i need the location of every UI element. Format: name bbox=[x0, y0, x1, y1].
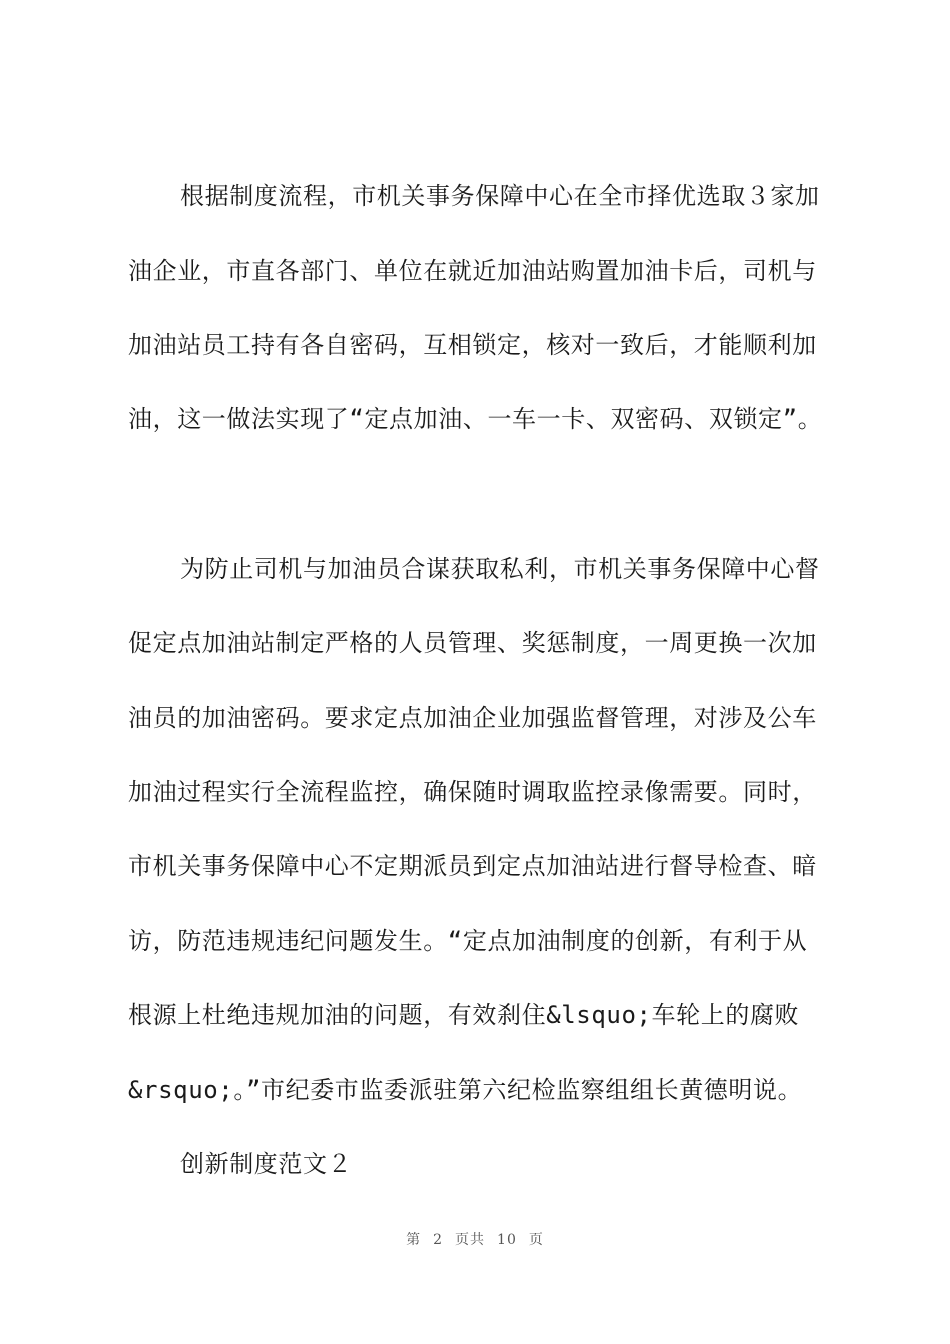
paragraph-2-line-5: 市机关事务保障中心不定期派员到定点加油站进行督导检查、暗 bbox=[128, 852, 817, 880]
footer-middle: 页共 bbox=[455, 1232, 486, 1248]
paragraph-1-line-3: 加油站员工持有各自密码，互相锁定，核对一致后，才能顺利加 bbox=[128, 331, 817, 359]
footer-suffix: 页 bbox=[528, 1232, 544, 1248]
paragraph-2-line-1: 为防止司机与加油员合谋获取私利，市机关事务保障中心督 bbox=[180, 555, 820, 583]
paragraph-2-line-8: &rsquo;。”市纪委市监委派驻第六纪检监察组组长黄德明说。 bbox=[128, 1076, 803, 1104]
footer-total-pages: 10 bbox=[497, 1232, 517, 1248]
section-heading: 创新制度范文２ bbox=[180, 1150, 353, 1178]
footer-page-number: 2 bbox=[433, 1232, 444, 1248]
paragraph-2-line-6: 访，防范违规违纪问题发生。“定点加油制度的创新，有利于从 bbox=[128, 927, 808, 955]
footer-prefix: 第 bbox=[406, 1232, 422, 1248]
paragraph-1-line-1: 根据制度流程，市机关事务保障中心在全市择优选取３家加 bbox=[180, 182, 820, 210]
paragraph-1-line-4: 油，这一做法实现了“定点加油、一车一卡、双密码、双锁定”。 bbox=[128, 405, 823, 433]
paragraph-1-line-2: 油企业，市直各部门、单位在就近加油站购置加油卡后，司机与 bbox=[128, 257, 817, 285]
page-footer bbox=[0, 1229, 950, 1249]
paragraph-2-line-3: 油员的加油密码。要求定点加油企业加强监督管理，对涉及公车 bbox=[128, 704, 817, 732]
paragraph-2-line-4: 加油过程实行全流程监控，确保随时调取监控录像需要。同时， bbox=[128, 778, 817, 806]
paragraph-2-line-7: 根源上杜绝违规加油的问题，有效刹住&lsquo;车轮上的腐败 bbox=[128, 1001, 800, 1029]
paragraph-2-line-2: 促定点加油站制定严格的人员管理、奖惩制度，一周更换一次加 bbox=[128, 629, 817, 657]
